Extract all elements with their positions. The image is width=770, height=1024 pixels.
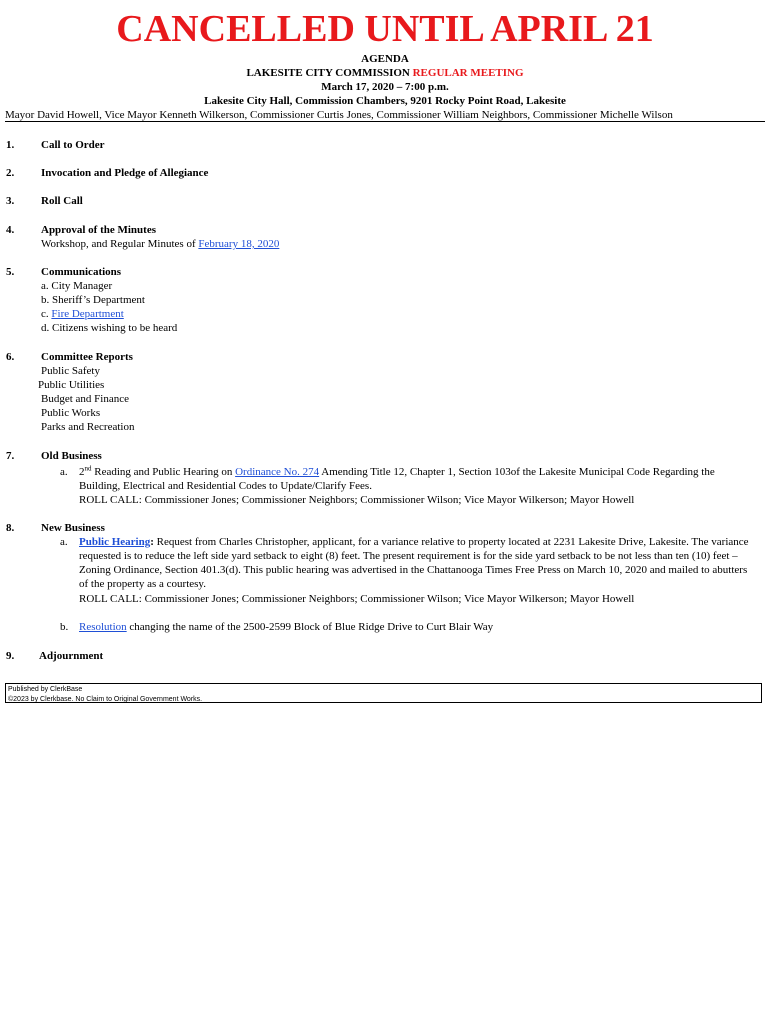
minutes-description xyxy=(41,237,279,251)
item-2-title: Invocation and Pledge of Allegiance xyxy=(41,167,209,179)
old-business-roll-call: ROLL CALL: Commissioner Jones; Commissioner Neighbors; Commissioner Wilson; Vice Mayor Wilkerson; Mayor Howell xyxy=(79,494,635,506)
cancelled-banner: CANCELLED UNTIL APRIL 21 xyxy=(116,8,654,50)
footer-box xyxy=(5,683,762,703)
item-8-number: 8. xyxy=(6,522,15,534)
minutes-february-link[interactable]: February 18, 2020 xyxy=(198,238,280,250)
communications-sheriff: b. Sheriff’s Department xyxy=(41,294,145,306)
variance-request-text: Request from Charles Christopher, applicant, for a variance relative to property located at 2231 Lakesite Drive, Lakesite. The variance requested is to reduce the left side yard setback to eight (8) feet. The present requirement is for the side yard setback to be not less than ten (10) feet – Zoning Ordinance, Section 401.3(d). This public hearing was advertised in the Chattanooga Times Free Press on March 10, 2020 and mailed to abutters of the property as a courtesy. xyxy=(79,536,749,590)
item-3-title: Roll Call xyxy=(41,195,83,207)
item-7-title: Old Business xyxy=(41,450,102,462)
resolution-description: changing the name of the 2500-2599 Block of Blue Ridge Drive to Curt Blair Way xyxy=(126,621,494,633)
agenda-heading: AGENDA xyxy=(361,53,409,65)
old-business-a-text xyxy=(79,465,749,493)
ordinal-number: 2 xyxy=(79,466,85,478)
reading-text: Reading and Public Hearing on xyxy=(91,466,236,478)
item-2-number: 2. xyxy=(6,167,15,179)
minutes-text: Workshop, and Regular Minutes of xyxy=(41,238,199,250)
new-business-b-label: b. xyxy=(60,621,69,633)
item-4-number: 4. xyxy=(6,224,15,236)
public-hearing-link[interactable]: Public Hearing xyxy=(79,536,151,548)
item-1-number: 1. xyxy=(6,139,15,151)
officials-list: Mayor David Howell, Vice Mayor Kenneth Wilkerson, Commissioner Curtis Jones, Commissioner William Neighbors, Commissioner Michelle Wilson xyxy=(5,109,673,121)
ordinance-274-link[interactable]: Ordinance No. 274 xyxy=(235,466,320,478)
committee-public-works: Public Works xyxy=(41,407,101,419)
ordinal-suffix: nd xyxy=(84,464,92,473)
new-business-a-text xyxy=(79,535,751,591)
item-6-number: 6. xyxy=(6,351,15,363)
committee-budget-finance: Budget and Finance xyxy=(41,393,129,405)
item-6-title: Committee Reports xyxy=(41,351,133,363)
commission-name: LAKESITE CITY COMMISSION xyxy=(246,67,413,79)
ordinance-description: Amending Title 12, Chapter 1, Section 103of the Lakesite Municipal Code Regarding the Building, Electrical and Residential Codes to Update/Clarify Fees. xyxy=(79,466,715,492)
communications-city-manager: a. City Manager xyxy=(41,280,113,292)
item-9-title: Adjournment xyxy=(39,650,104,662)
meeting-date-time: March 17, 2020 – 7:00 p.m. xyxy=(321,81,449,93)
committee-parks-recreation: Parks and Recreation xyxy=(41,421,135,433)
commission-heading xyxy=(0,66,770,80)
item-5-title: Communications xyxy=(41,266,122,278)
fire-department-link[interactable]: Fire Department xyxy=(51,308,124,320)
committee-public-safety: Public Safety xyxy=(41,365,100,377)
meeting-type: REGULAR MEETING xyxy=(412,67,524,79)
new-business-roll-call: ROLL CALL: Commissioner Jones; Commissioner Neighbors; Commissioner Wilson; Vice Mayor Wilkerson; Mayor Howell xyxy=(79,593,635,605)
new-business-a-label: a. xyxy=(60,536,68,548)
old-business-a-label: a. xyxy=(60,466,68,478)
item-7-number: 7. xyxy=(6,450,15,462)
communications-citizens: d. Citizens wishing to be heard xyxy=(41,322,178,334)
item-1-title: Call to Order xyxy=(41,139,105,151)
meeting-location: Lakesite City Hall, Commission Chambers, 9201 Rocky Point Road, Lakesite xyxy=(204,95,566,107)
footer-copyright: ©2023 by Clerkbase. No Claim to Original Government Works. xyxy=(8,696,203,703)
communications-fire-department xyxy=(41,307,124,321)
item-8-title: New Business xyxy=(41,522,105,534)
committee-public-utilities: Public Utilities xyxy=(38,379,105,391)
header-divider xyxy=(5,121,765,122)
new-business-b-text xyxy=(79,620,493,634)
footer-published-by: Published by ClerkBase xyxy=(8,686,83,693)
item-9-number: 9. xyxy=(6,650,15,662)
item-5-number: 5. xyxy=(6,266,15,278)
item-4-title: Approval of the Minutes xyxy=(41,224,156,236)
communications-c-label: c. xyxy=(41,308,52,320)
public-hearing-colon: : xyxy=(150,536,154,548)
item-3-number: 3. xyxy=(6,195,15,207)
resolution-link[interactable]: Resolution xyxy=(79,621,127,633)
